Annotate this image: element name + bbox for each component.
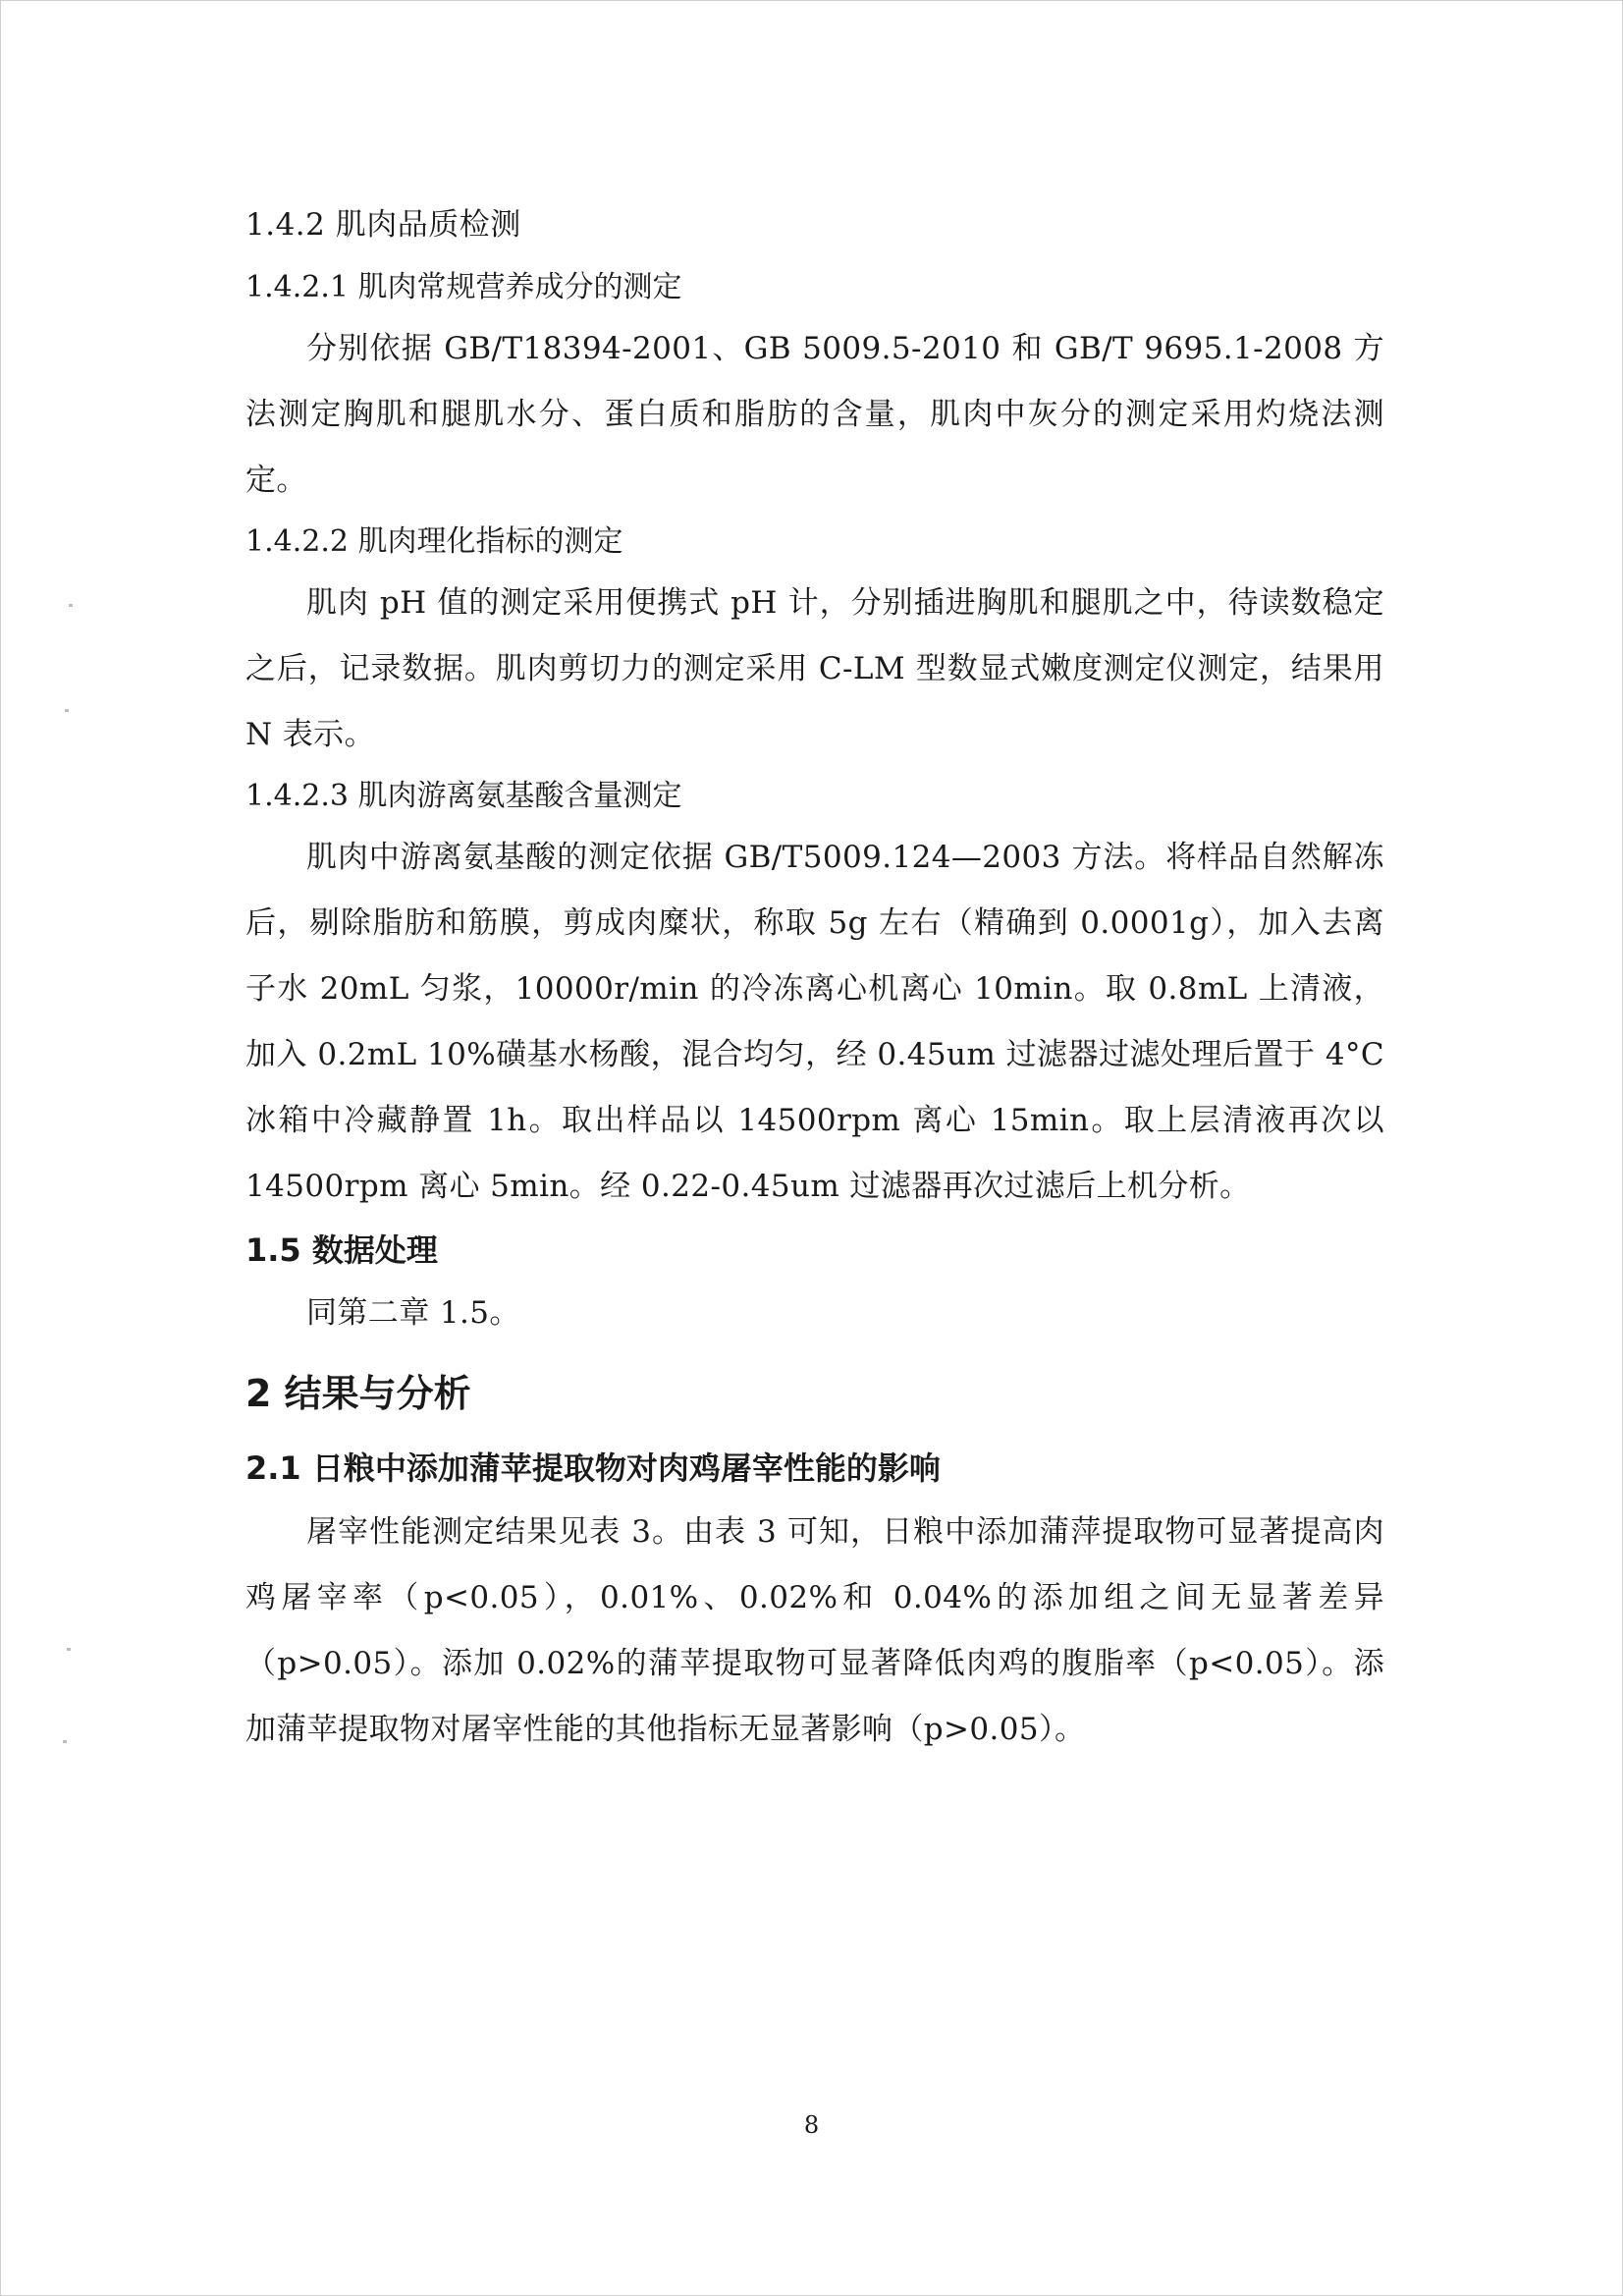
section-1-5-paragraph: 同第二章 1.5。 — [306, 1295, 520, 1331]
scan-speck — [65, 709, 69, 712]
section-1-4-2-3-paragraph: 肌肉中游离氨基酸的测定依据 GB/T5009.124—2003 方法。将样品自然解冻后，剔除脂肪和筋膜，剪成肉糜状，称取 5g 左右（精确到 0.0001g），加入去离子水 20mL 匀浆，10000r/min 的冷冻离心机离心 10min。取 0.8mL 上清液，加入 0.2mL 10%磺基水杨酸，混合均匀，经 0.45um 过滤器过滤处理后置于 4°C 冰箱中冷藏静置 1h。取出样品以 14500rpm 离心 15min。取上层清液再次以 14500rpm 离心 5min。经 0.22-0.45um 过滤器再次过滤后上机分析。 — [245, 840, 1384, 1204]
scan-speck — [67, 1648, 71, 1651]
section-1-5-heading: 1.5 数据处理 — [245, 1231, 438, 1269]
page-number: 8 — [803, 2111, 820, 2139]
section-1-4-2-1-heading: 1.4.2.1 肌肉常规营养成分的测定 — [245, 270, 682, 304]
section-1-4-2-heading: 1.4.2 肌肉品质检测 — [245, 207, 521, 243]
section-2-heading: 2 结果与分析 — [245, 1372, 471, 1415]
scan-speck — [69, 604, 73, 607]
section-1-4-2-3-heading: 1.4.2.3 肌肉游离氨基酸含量测定 — [245, 779, 682, 813]
section-1-4-2-1-paragraph: 分别依据 GB/T18394-2001、GB 5009.5-2010 和 GB/T 9695.1-2008 方法测定胸肌和腿肌水分、蛋白质和脂肪的含量，肌肉中灰分的测定采用灼烧法测定。 — [245, 331, 1384, 498]
section-2-1-paragraph: 屠宰性能测定结果见表 3。由表 3 可知，日粮中添加蒲萍提取物可显著提高肉鸡屠宰率（p<0.05），0.01%、0.02%和 0.04%的添加组之间无显著差异（p>0.05）。添加 0.02%的蒲苹提取物可显著降低肉鸡的腹脂率（p<0.05）。添加蒲苹提取物对屠宰性能的其他指标无显著影响（p>0.05）。 — [245, 1514, 1384, 1747]
section-1-4-2-2-paragraph: 肌肉 pH 值的测定采用便携式 pH 计，分别插进胸肌和腿肌之中，待读数稳定之后，记录数据。肌肉剪切力的测定采用 C-LM 型数显式嫩度测定仪测定，结果用 N 表示。 — [245, 585, 1384, 752]
section-1-4-2-2-heading: 1.4.2.2 肌肉理化指标的测定 — [245, 524, 623, 559]
page-body — [245, 196, 1384, 1763]
scan-speck — [63, 1740, 67, 1743]
section-2-1-heading: 2.1 日粮中添加蒲苹提取物对肉鸡屠宰性能的影响 — [245, 1449, 941, 1487]
